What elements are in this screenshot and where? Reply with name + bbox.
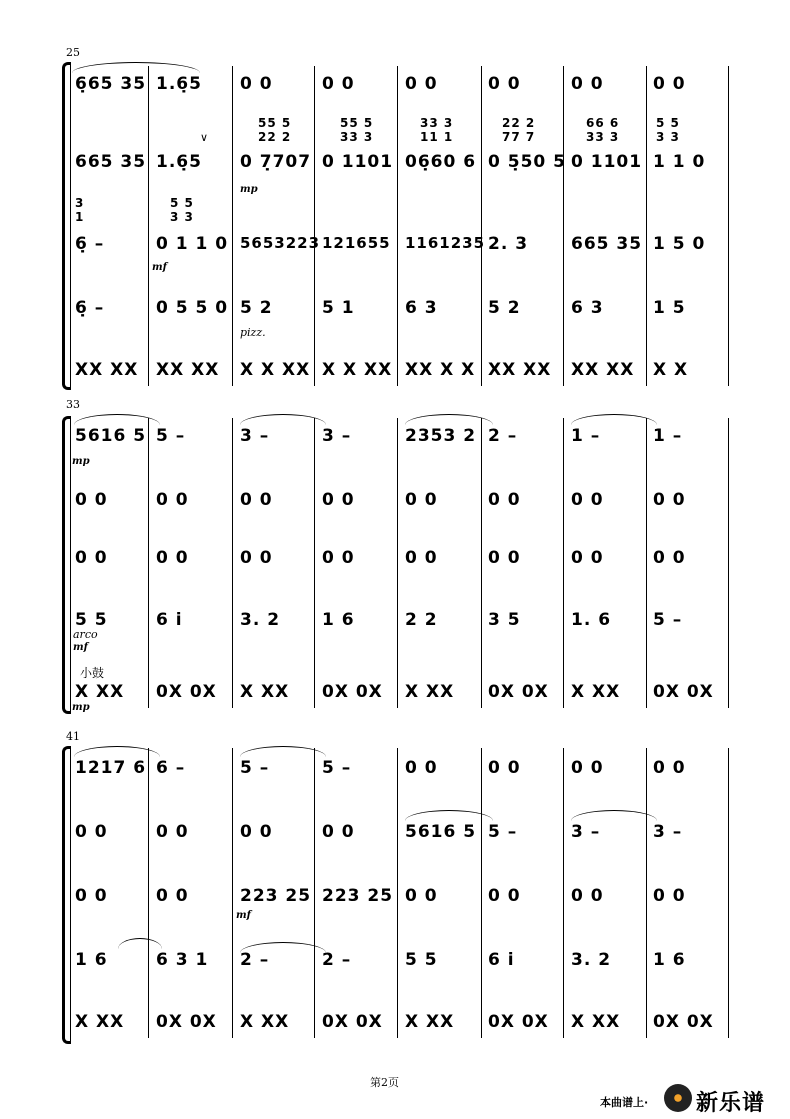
barline (646, 748, 647, 1038)
note-cell: 0 0 (653, 758, 686, 778)
note-cell: 0 0 (571, 548, 604, 568)
note-cell: 223 25 (240, 886, 312, 906)
measure-number: 25 (66, 46, 80, 59)
note-cell: 2 2 (405, 610, 438, 630)
note-cell: 665 35 (571, 234, 643, 254)
technique-mark: arco (73, 628, 98, 641)
note-cell: 223 25 (322, 886, 394, 906)
note-cell: 0 0 (571, 758, 604, 778)
note-cell: 6 3 (571, 298, 604, 318)
note-cell: 5616 5 (75, 426, 147, 446)
note-cell: 0 5̣50 5 (488, 152, 566, 172)
note-cell: 5 5 (405, 950, 438, 970)
dynamic-mark: mf (236, 910, 251, 921)
note-cell: X X (653, 360, 689, 380)
note-cell: 0 0 (240, 822, 273, 842)
note-cell: 0 0 (405, 886, 438, 906)
system-line (70, 746, 71, 1044)
barline (397, 418, 398, 708)
note-cell: 0 0 (75, 822, 108, 842)
note-cell: 1. 6 (571, 610, 612, 630)
note-cell: 1 – (653, 426, 683, 446)
note-cell: 0 7̣707 (240, 152, 312, 172)
vinyl-record-icon (664, 1084, 692, 1112)
note-cell: XX XX (75, 360, 139, 380)
note-cell: 0 0 (156, 490, 189, 510)
note-cell: 0 0 (75, 490, 108, 510)
note-cell: 1 – (571, 426, 601, 446)
note-cell: 0 0 (156, 548, 189, 568)
note-cell: 1161235 (405, 234, 486, 252)
note-cell: 0 0 (571, 886, 604, 906)
dynamic-mark: mp (72, 456, 90, 467)
chord-stack: 5 5 3 3 (656, 116, 680, 144)
note-cell: 3 – (240, 426, 270, 446)
note-cell: 0 0 (322, 822, 355, 842)
note-cell: 0 0 (405, 758, 438, 778)
note-cell: 0 0 (240, 74, 273, 94)
note-cell: 1217 6 (75, 758, 147, 778)
note-cell: 6 3 (405, 298, 438, 318)
dynamic-mark: mp (240, 184, 258, 195)
slur (240, 414, 326, 425)
note-cell: 0X 0X (488, 1012, 549, 1032)
note-cell: X X XX (240, 360, 311, 380)
note-cell: 5 2 (240, 298, 273, 318)
note-cell: 5 – (240, 758, 270, 778)
note-cell: 6 – (156, 758, 186, 778)
note-cell: 0 1101 (322, 152, 394, 172)
barline (481, 748, 482, 1038)
barline (148, 418, 149, 708)
note-cell: XX XX (571, 360, 635, 380)
barline (563, 66, 564, 386)
note-cell: 0 0 (405, 548, 438, 568)
note-cell: 0X 0X (653, 1012, 714, 1032)
note-cell: X XX (405, 682, 455, 702)
note-cell: 0X 0X (488, 682, 549, 702)
chord-stack: 55 5 22 2 (258, 116, 292, 144)
note-cell: 0 0 (653, 490, 686, 510)
note-cell: 0X 0X (322, 682, 383, 702)
note-cell: 5 1 (322, 298, 355, 318)
system-line (70, 62, 71, 390)
note-cell: 0 0 (653, 548, 686, 568)
note-cell: 0 0 (488, 886, 521, 906)
note-cell: X XX (75, 682, 125, 702)
slur (118, 938, 162, 949)
note-cell: 1 6 (75, 950, 108, 970)
note-cell: 0 0 (322, 548, 355, 568)
note-cell: 0 0 (240, 548, 273, 568)
note-cell: 6 3 1 (156, 950, 209, 970)
measure-number: 33 (66, 398, 80, 411)
note-cell: 3. 2 (571, 950, 612, 970)
note-cell: X XX (75, 1012, 125, 1032)
chord-stack: 22 2 77 7 (502, 116, 536, 144)
note-cell: 2. 3 (488, 234, 529, 254)
barline (481, 418, 482, 708)
note-cell: 3 – (653, 822, 683, 842)
slur (405, 414, 493, 425)
note-cell: 6 i (488, 950, 515, 970)
barline (728, 66, 729, 386)
barline (232, 418, 233, 708)
note-cell: 0 5 5 0 (156, 298, 229, 318)
note-cell: X XX (240, 682, 290, 702)
note-cell: 0 0 (571, 490, 604, 510)
note-cell: 0 0 (488, 548, 521, 568)
note-cell: 665 35 (75, 152, 147, 172)
note-cell: X XX (571, 682, 621, 702)
note-cell: 0 0 (653, 74, 686, 94)
breath-mark: ∨ (200, 131, 209, 144)
page-number: 第2页 (370, 1076, 399, 1089)
note-cell: 1.6̣5 (156, 152, 202, 172)
barline (148, 748, 149, 1038)
note-cell: 1.6̣5 (156, 74, 202, 94)
barline (728, 418, 729, 708)
barline (314, 418, 315, 708)
barline (728, 748, 729, 1038)
slur (405, 810, 493, 821)
note-cell: 3. 2 (240, 610, 281, 630)
instrument-label: 小鼓 (80, 666, 105, 680)
note-cell: X XX (405, 1012, 455, 1032)
note-cell: 6̣ – (75, 298, 105, 318)
note-cell: 0X 0X (322, 1012, 383, 1032)
note-cell: 0 0 (405, 74, 438, 94)
note-cell: 1 5 (653, 298, 686, 318)
dynamic-mark: mf (152, 262, 167, 273)
note-cell: XX XX (156, 360, 220, 380)
barline (481, 66, 482, 386)
note-cell: 5 – (488, 822, 518, 842)
note-cell: 5 – (653, 610, 683, 630)
slur (571, 414, 657, 425)
note-cell: 0 0 (156, 886, 189, 906)
technique-mark: pizz. (240, 326, 266, 339)
measure-number: 41 (66, 730, 80, 743)
note-cell: 1 5 0 (653, 234, 706, 254)
note-cell: 0 0 (322, 490, 355, 510)
barline (148, 66, 149, 386)
note-cell: X XX (571, 1012, 621, 1032)
chord-stack: 3 1 (75, 196, 85, 224)
note-cell: 2353 2 (405, 426, 477, 446)
note-cell: 0 0 (488, 758, 521, 778)
slur (74, 414, 160, 425)
note-cell: 2 – (322, 950, 352, 970)
note-cell: 1 6 (322, 610, 355, 630)
note-cell: 0 0 (488, 74, 521, 94)
barline (314, 748, 315, 1038)
note-cell: 1 6 (653, 950, 686, 970)
note-cell: 0 1101 (571, 152, 643, 172)
note-cell: 3 5 (488, 610, 521, 630)
barline (232, 66, 233, 386)
note-cell: 2 – (240, 950, 270, 970)
note-cell: 3 – (322, 426, 352, 446)
slur (72, 62, 200, 73)
chord-stack: 55 5 33 3 (340, 116, 374, 144)
chord-stack: 33 3 11 1 (420, 116, 454, 144)
slur (571, 810, 657, 821)
note-cell: 6̣65 35 (75, 74, 147, 94)
dynamic-mark: mp (72, 702, 90, 713)
barline (314, 66, 315, 386)
note-cell: 0 0 (240, 490, 273, 510)
chord-stack: 66 6 33 3 (586, 116, 620, 144)
note-cell: 0 0 (75, 886, 108, 906)
barline (646, 66, 647, 386)
note-cell: 5653223 (240, 234, 321, 252)
barline (232, 748, 233, 1038)
note-cell: 06̣60 6 (405, 152, 477, 172)
note-cell: 0 0 (405, 490, 438, 510)
note-cell: 5 2 (488, 298, 521, 318)
note-cell: 3 – (571, 822, 601, 842)
barline (646, 418, 647, 708)
chord-stack: 5 5 3 3 (170, 196, 194, 224)
note-cell: 5 – (322, 758, 352, 778)
note-cell: X X XX (322, 360, 393, 380)
note-cell: 2 – (488, 426, 518, 446)
note-cell: 0X 0X (653, 682, 714, 702)
note-cell: 0 0 (571, 74, 604, 94)
dynamic-mark: mf (73, 642, 88, 653)
note-cell: 0 0 (653, 886, 686, 906)
barline (397, 66, 398, 386)
note-cell: 5 5 (75, 610, 108, 630)
source-note: 本曲谱上· (600, 1096, 649, 1109)
system-line (70, 416, 71, 714)
note-cell: 0 1 1 0 (156, 234, 229, 254)
note-cell: 121655 (322, 234, 391, 252)
note-cell: 6̣ – (75, 234, 105, 254)
brand-logo: 新乐谱 (696, 1091, 766, 1116)
note-cell: 0 0 (156, 822, 189, 842)
note-cell: 5616 5 (405, 822, 477, 842)
note-cell: 0X 0X (156, 682, 217, 702)
barline (397, 748, 398, 1038)
note-cell: 6 i (156, 610, 183, 630)
note-cell: 0 0 (488, 490, 521, 510)
barline (563, 418, 564, 708)
note-cell: 0X 0X (156, 1012, 217, 1032)
note-cell: 1 1 0 (653, 152, 706, 172)
barline (563, 748, 564, 1038)
note-cell: X XX (240, 1012, 290, 1032)
note-cell: 0 0 (75, 548, 108, 568)
note-cell: XX XX (488, 360, 552, 380)
note-cell: 0 0 (322, 74, 355, 94)
note-cell: 5 – (156, 426, 186, 446)
note-cell: XX X X (405, 360, 476, 380)
